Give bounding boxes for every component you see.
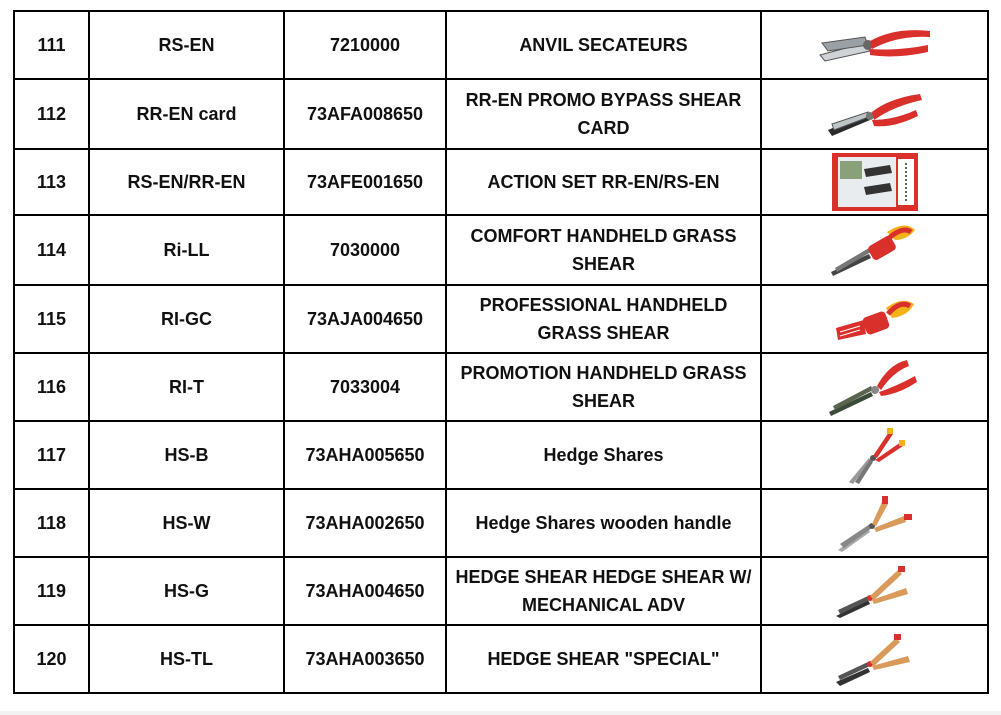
product-description: HEDGE SHEAR HEDGE SHEAR W/ MECHANICAL ADV: [446, 557, 761, 625]
article-number: 73AHA005650: [284, 421, 446, 489]
table-row: [14, 489, 988, 557]
row-number: 117: [14, 421, 89, 489]
grass-shear-icon: [825, 218, 925, 282]
bypass-shear-card-icon: [820, 84, 930, 144]
row-number: 111: [14, 11, 89, 79]
product-description: PROFESSIONAL HANDHELD GRASS SHEAR: [446, 285, 761, 353]
product-description: Hedge Shares wooden handle: [446, 489, 761, 557]
table-row: [14, 149, 988, 215]
product-image-cell: [761, 489, 988, 557]
hedge-shear-wooden-icon: [830, 492, 920, 554]
product-description: Hedge Shares: [446, 421, 761, 489]
table-row: [14, 285, 988, 353]
hedge-shear-icon: [835, 424, 915, 486]
anvil-secateurs-icon: [810, 15, 940, 75]
model-code: RS-EN/RR-EN: [89, 149, 284, 215]
article-number: 7210000: [284, 11, 446, 79]
article-number: 7030000: [284, 215, 446, 285]
model-code: HS-B: [89, 421, 284, 489]
row-number: 118: [14, 489, 89, 557]
product-description: HEDGE SHEAR "SPECIAL": [446, 625, 761, 693]
row-number: 114: [14, 215, 89, 285]
model-code: RR-EN card: [89, 79, 284, 149]
article-number: 73AFE001650: [284, 149, 446, 215]
product-description: ANVIL SECATEURS: [446, 11, 761, 79]
product-description: COMFORT HANDHELD GRASS SHEAR: [446, 215, 761, 285]
model-code: HS-G: [89, 557, 284, 625]
hedge-shear-wooden-icon: [830, 628, 920, 690]
row-number: 113: [14, 149, 89, 215]
model-code: RI-GC: [89, 285, 284, 353]
row-number: 119: [14, 557, 89, 625]
row-number: 116: [14, 353, 89, 421]
product-image-cell: [761, 149, 988, 215]
model-code: RS-EN: [89, 11, 284, 79]
product-image-cell: [761, 421, 988, 489]
product-image-cell: [761, 557, 988, 625]
grass-shear-icon: [825, 356, 925, 418]
article-number: 73AFA008650: [284, 79, 446, 149]
product-description: ACTION SET RR-EN/RS-EN: [446, 149, 761, 215]
article-number: 73AHA003650: [284, 625, 446, 693]
row-number: 120: [14, 625, 89, 693]
product-description: RR-EN PROMO BYPASS SHEAR CARD: [446, 79, 761, 149]
product-table: [13, 10, 989, 694]
model-code: HS-TL: [89, 625, 284, 693]
table-row: [14, 421, 988, 489]
article-number: 7033004: [284, 353, 446, 421]
table-row: [14, 215, 988, 285]
model-code: HS-W: [89, 489, 284, 557]
page-bottom-edge: [0, 711, 1001, 715]
table-row: [14, 625, 988, 693]
model-code: Ri-LL: [89, 215, 284, 285]
product-image-cell: [761, 11, 988, 79]
table-row: [14, 79, 988, 149]
row-number: 115: [14, 285, 89, 353]
action-set-package-icon: [830, 151, 920, 213]
grass-shear-icon: [830, 288, 920, 350]
product-image-cell: [761, 215, 988, 285]
product-description: PROMOTION HANDHELD GRASS SHEAR: [446, 353, 761, 421]
table-row: [14, 353, 988, 421]
article-number: 73AHA002650: [284, 489, 446, 557]
row-number: 112: [14, 79, 89, 149]
table-row: [14, 557, 988, 625]
article-number: 73AJA004650: [284, 285, 446, 353]
product-image-cell: [761, 285, 988, 353]
hedge-shear-wooden-icon: [830, 560, 920, 622]
product-image-cell: [761, 79, 988, 149]
product-image-cell: [761, 625, 988, 693]
model-code: RI-T: [89, 353, 284, 421]
table-row: [14, 11, 988, 79]
product-image-cell: [761, 353, 988, 421]
article-number: 73AHA004650: [284, 557, 446, 625]
